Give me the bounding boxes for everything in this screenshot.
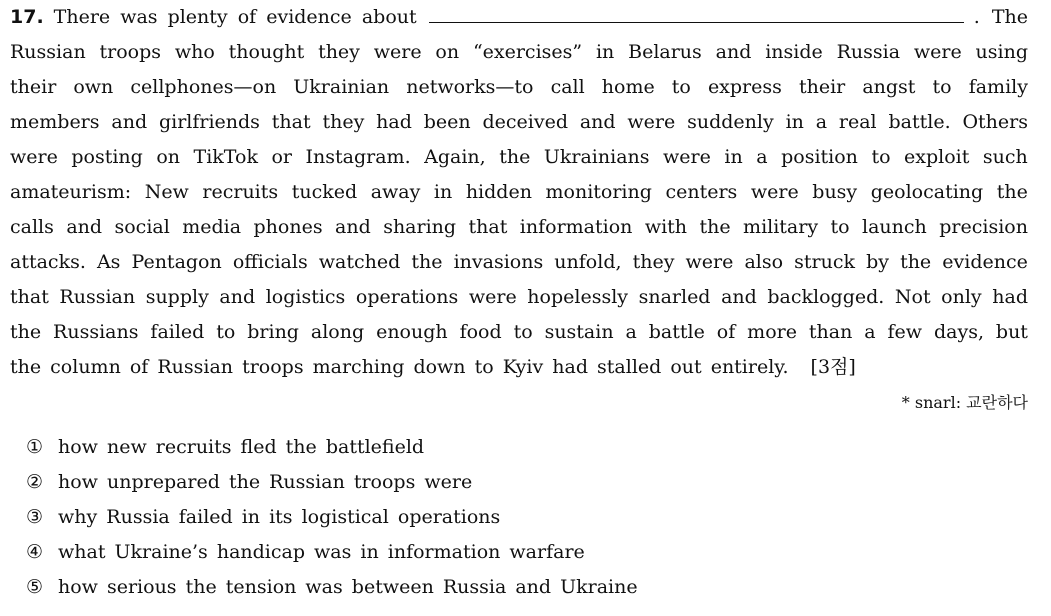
question-passage <box>10 0 1028 385</box>
passage-word: social <box>114 216 170 238</box>
passage-word: calls <box>10 216 54 238</box>
passage-word: information <box>519 216 633 238</box>
passage-word: angst <box>862 76 916 98</box>
passage-word: by <box>866 251 889 273</box>
passage-word: the <box>411 251 443 273</box>
passage-word: Russia <box>836 41 901 63</box>
passage-word: attacks. <box>10 251 86 273</box>
passage-word: officials <box>232 251 308 273</box>
passage-word: snarled <box>638 286 711 308</box>
passage-word: only <box>941 286 982 308</box>
passage-word: networks—to <box>406 76 534 98</box>
passage-word: invasions <box>453 251 544 273</box>
passage-word: exploit <box>904 146 970 168</box>
passage-word: Belarus <box>628 41 702 63</box>
passage-word: “exercises” <box>472 41 583 63</box>
passage-word: operations <box>355 286 459 308</box>
passage-word: they <box>322 111 365 133</box>
passage-word: a <box>864 321 876 343</box>
choice-5-marker: ⑤ <box>26 576 44 598</box>
passage-word: amateurism: <box>10 181 132 203</box>
passage-word: more <box>747 321 797 343</box>
passage-word: than <box>808 321 853 343</box>
passage-word: battle. <box>888 111 951 133</box>
passage-word: they <box>632 251 675 273</box>
passage-word: in <box>785 111 804 133</box>
passage-word: were <box>750 181 799 203</box>
passage-line <box>10 35 1028 70</box>
passage-word: and <box>111 111 148 133</box>
passage-word: such <box>982 146 1028 168</box>
passage-word: to <box>932 76 952 98</box>
passage-word: posting <box>71 146 143 168</box>
passage-word: Not <box>894 286 931 308</box>
choice-1-marker: ① <box>26 436 44 458</box>
passage-word: were <box>913 41 962 63</box>
passage-word: Ukrainians <box>543 146 650 168</box>
choice-3-text: why Russia failed in its logistical operations <box>58 506 501 528</box>
passage-word: launch <box>862 216 927 238</box>
passage-word: on <box>156 146 181 168</box>
passage-word: struck <box>794 251 855 273</box>
passage-word: recruits <box>202 181 279 203</box>
passage-word: the <box>900 251 932 273</box>
passage-word: a <box>625 321 637 343</box>
passage-word: TikTok <box>193 146 258 168</box>
footnote: * snarl: 교란하다 <box>901 393 1028 412</box>
passage-word: were <box>373 41 422 63</box>
passage-word: few <box>887 321 923 343</box>
passage-line <box>10 105 1028 140</box>
points-label: [3점] <box>810 356 856 378</box>
passage-word: using <box>975 41 1028 63</box>
passage-word: also <box>744 251 784 273</box>
passage-first-line-before-blank: There was plenty of evidence about <box>53 6 417 28</box>
passage-word: centers <box>665 181 738 203</box>
passage-word: they <box>318 41 360 63</box>
passage-word: or <box>271 146 293 168</box>
passage-word: to <box>830 216 850 238</box>
choice-5[interactable] <box>26 570 638 605</box>
passage-word: who <box>174 41 215 63</box>
passage-word: enough <box>376 321 448 343</box>
passage-word: their <box>10 76 57 98</box>
passage-word: suddenly <box>687 111 774 133</box>
passage-word: that <box>468 216 508 238</box>
passage-line <box>10 245 1028 280</box>
passage-word: to <box>871 146 891 168</box>
passage-word: with <box>644 216 688 238</box>
passage-first-line-after-blank: . The <box>973 6 1028 28</box>
passage-word: sustain <box>544 321 614 343</box>
passage-word: and <box>66 216 103 238</box>
passage-last-line: the column of Russian troops marching down to Kyiv had stalled out entirely. <box>10 356 789 378</box>
passage-word: in <box>433 181 453 203</box>
passage-word: that <box>271 111 311 133</box>
passage-word: Instagram. <box>305 146 411 168</box>
passage-word: the <box>699 216 731 238</box>
passage-word: away <box>370 181 421 203</box>
passage-word: a <box>815 111 828 133</box>
passage-word: of <box>716 321 736 343</box>
passage-word: position <box>781 146 858 168</box>
passage-line <box>10 140 1028 175</box>
passage-word: home <box>601 76 655 98</box>
passage-word: cellphones—on <box>130 76 277 98</box>
passage-word: were <box>685 251 734 273</box>
passage-word: sharing <box>383 216 457 238</box>
passage-word: to <box>216 321 236 343</box>
passage-word: and <box>715 41 752 63</box>
choice-4-marker: ④ <box>26 541 44 563</box>
choice-1[interactable] <box>26 430 638 465</box>
passage-word: had <box>376 111 412 133</box>
passage-word: on <box>435 41 460 63</box>
passage-word: were <box>663 146 711 168</box>
passage-word: the <box>10 321 42 343</box>
passage-word: unfold, <box>554 251 622 273</box>
passage-word: busy <box>812 181 858 203</box>
choice-2-text: how unprepared the Russian troops were <box>58 471 473 493</box>
passage-word: bring <box>247 321 299 343</box>
passage-word: that <box>10 286 49 308</box>
passage-word: express <box>707 76 782 98</box>
passage-word: Pentagon <box>131 251 222 273</box>
passage-word: Again, <box>424 146 486 168</box>
passage-word: monitoring <box>545 181 652 203</box>
passage-word: thought <box>228 41 305 63</box>
passage-word: backlogged. <box>767 286 885 308</box>
passage-body <box>10 35 1028 350</box>
passage-word: to <box>513 321 533 343</box>
passage-word: phones <box>253 216 323 238</box>
answer-blank <box>429 0 964 23</box>
passage-line-first <box>10 0 1028 35</box>
choice-3[interactable] <box>26 500 638 535</box>
passage-word: Russian <box>59 286 136 308</box>
passage-word: precision <box>939 216 1028 238</box>
passage-word: but <box>995 321 1028 343</box>
answer-choices <box>26 430 638 605</box>
passage-word: inside <box>765 41 823 63</box>
passage-word: tucked <box>291 181 358 203</box>
passage-word: military <box>743 216 819 238</box>
passage-word: days, <box>933 321 984 343</box>
passage-word: food <box>459 321 502 343</box>
passage-word: real <box>838 111 877 133</box>
passage-line <box>10 70 1028 105</box>
passage-word: media <box>182 216 242 238</box>
choice-1-text: how new recruits fled the battlefield <box>58 436 425 458</box>
passage-word: been <box>423 111 471 133</box>
passage-word: girlfriends <box>158 111 260 133</box>
passage-word: along <box>310 321 365 343</box>
passage-word: members <box>10 111 100 133</box>
passage-word: supply <box>145 286 209 308</box>
passage-word: hopelessly <box>527 286 629 308</box>
passage-line <box>10 175 1028 210</box>
passage-word: were <box>627 111 676 133</box>
choice-2-marker: ② <box>26 471 44 493</box>
passage-word: and <box>721 286 757 308</box>
passage-word: troops <box>99 41 162 63</box>
passage-line-last <box>10 350 1028 385</box>
passage-word: New <box>144 181 189 203</box>
choice-2[interactable] <box>26 465 638 500</box>
passage-line <box>10 315 1028 350</box>
choice-3-marker: ③ <box>26 506 44 528</box>
passage-word: Ukrainian <box>293 76 390 98</box>
passage-word: watched <box>318 251 401 273</box>
passage-word: Russian <box>10 41 86 63</box>
passage-word: hidden <box>465 181 532 203</box>
passage-word: and <box>579 111 616 133</box>
choice-4[interactable] <box>26 535 638 570</box>
passage-word: deceived <box>482 111 568 133</box>
passage-word: family <box>968 76 1028 98</box>
passage-word: evidence <box>942 251 1028 273</box>
passage-word: to <box>671 76 691 98</box>
passage-word: As <box>96 251 121 273</box>
passage-line <box>10 280 1028 315</box>
passage-word: were <box>10 146 58 168</box>
passage-line <box>10 210 1028 245</box>
passage-word: own <box>73 76 114 98</box>
passage-word: had <box>992 286 1028 308</box>
passage-word: battle <box>648 321 705 343</box>
passage-word: Russians <box>53 321 139 343</box>
passage-word: in <box>724 146 743 168</box>
passage-word: logistics <box>265 286 346 308</box>
passage-word: geolocating <box>870 181 984 203</box>
passage-word: and <box>335 216 371 238</box>
passage-word: call <box>550 76 585 98</box>
choice-4-text: what Ukraine’s handicap was in information warfare <box>58 541 585 563</box>
passage-word: the <box>996 181 1028 203</box>
passage-word: in <box>595 41 615 63</box>
passage-word: the <box>499 146 531 168</box>
passage-word: Others <box>962 111 1028 133</box>
passage-word: and <box>219 286 256 308</box>
choice-5-text: how serious the tension was between Russia and Ukraine <box>58 576 638 598</box>
passage-word: were <box>468 286 517 308</box>
passage-word: failed <box>150 321 205 343</box>
passage-word: a <box>756 146 768 168</box>
question-number: 17. <box>10 6 44 28</box>
passage-word: their <box>798 76 846 98</box>
